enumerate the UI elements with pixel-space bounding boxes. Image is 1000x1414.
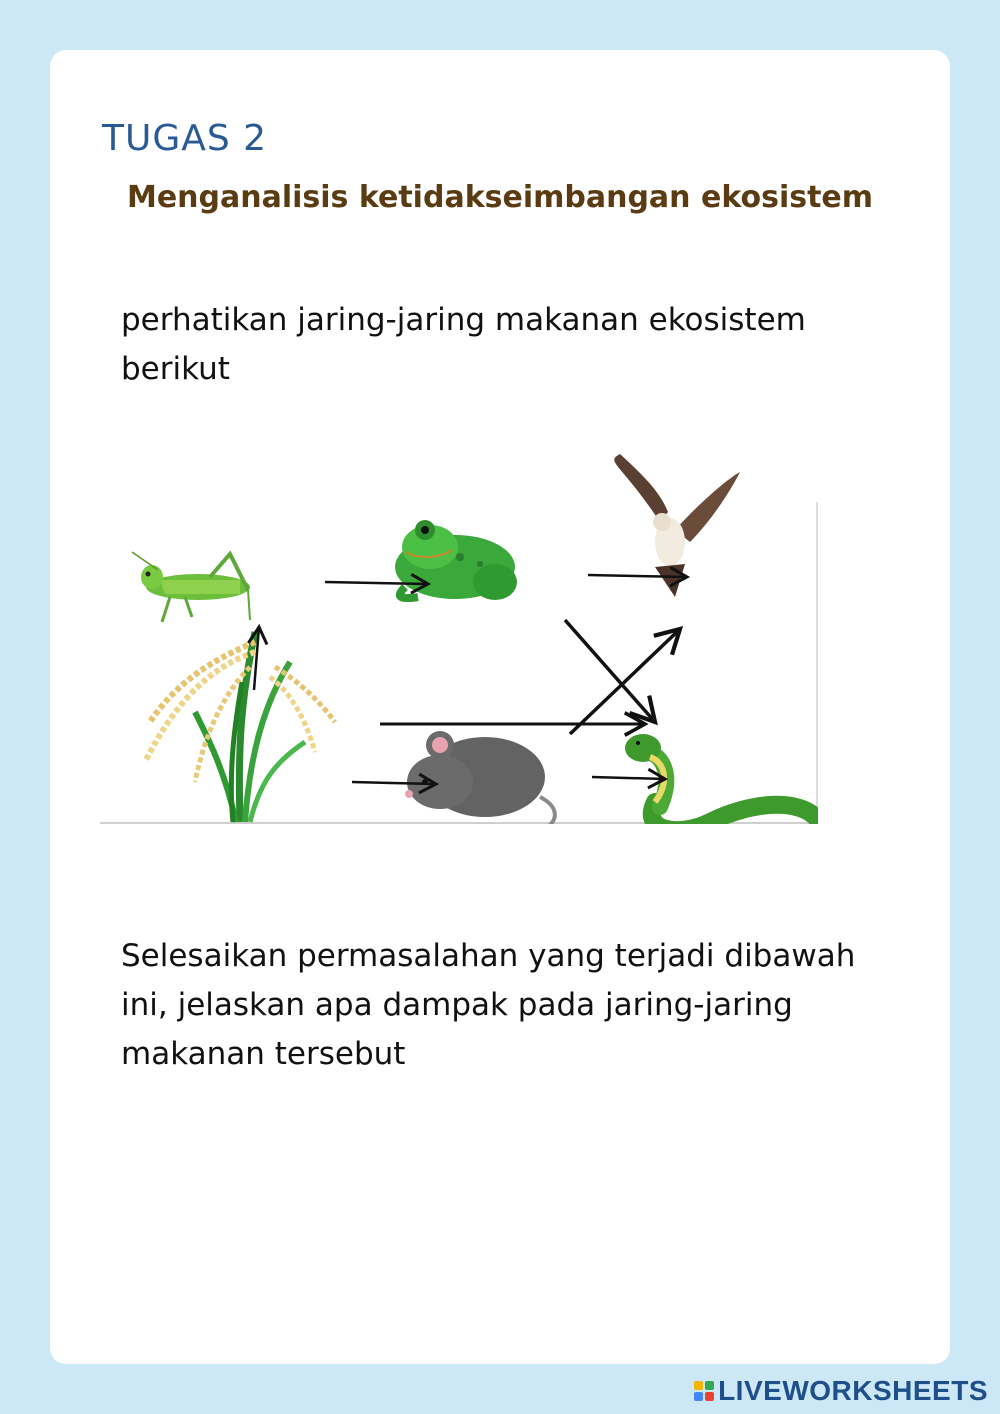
liveworksheets-logo-icon xyxy=(694,1381,714,1401)
worksheet-card xyxy=(50,50,950,1364)
food-web-diagram xyxy=(100,452,818,824)
rice-plant-image xyxy=(145,632,335,822)
question-text: Selesaikan permasalahan yang terjadi dibawah ini, jelaskan apa dampak pada jaring-jaring makanan tersebut xyxy=(121,938,856,1072)
mouse-image xyxy=(405,731,555,824)
page-subtitle: Menganalisis ketidakseimbangan ekosistem xyxy=(126,180,874,215)
food-web-svg xyxy=(100,452,818,824)
frog-image xyxy=(395,520,517,600)
grasshopper-image xyxy=(132,552,250,622)
page-title: TUGAS 2 xyxy=(102,118,268,159)
liveworksheets-brand[interactable] xyxy=(694,1376,988,1406)
arrow-frog-to-snake xyxy=(565,620,655,722)
intro-text: perhatikan jaring-jaring makanan ekosistem berikut xyxy=(121,302,806,387)
arrow-mouse-to-snake xyxy=(592,777,665,779)
brand-name: LIVEWORKSHEETS xyxy=(718,1375,988,1406)
